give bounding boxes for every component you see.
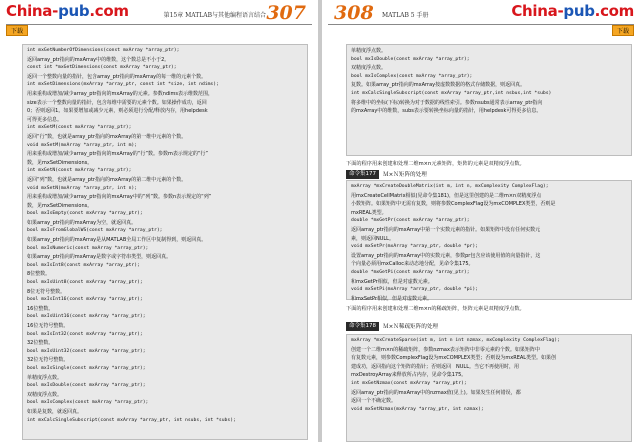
command-set-tag: 命令集177	[346, 170, 379, 179]
text-line: 个向量必须用mxCalloc来动态地分配，见命令集175。	[351, 261, 474, 268]
code-line: bool mxIsUint16(const mxArray *array_ptr);	[27, 314, 146, 320]
command-set-heading	[346, 321, 438, 331]
code-line: void mxSetN(mxArray *array_ptr, int n);	[27, 185, 138, 191]
code-line: double *mxGetPi(const mxArray *array_ptr);	[351, 269, 470, 275]
text-line: 如果array_ptr指向的mxArray是从MATLAB全局工作区中复制得到，则返回真。	[27, 237, 207, 244]
text-line: 16位整数。	[27, 305, 54, 312]
paragraph: 下面的程序用来创建和处理二维m×n的稀疏矩阵，矩阵元素是双精度浮点数。	[346, 306, 525, 312]
command-set-title: Ｍ×Ｎ矩阵的处理	[383, 172, 427, 178]
text-line: 返回“列”数，也就是array_ptr指向的mxArray的第二维中元素的个数。	[27, 176, 187, 183]
text-line: 返回array_ptr指向的mxArray中第一个实数元素的指针。如果矩阵中没有任何实数元	[351, 226, 541, 233]
text-line: 和mxGetPr相似，但是对虚数元素。	[351, 278, 433, 285]
code-line: bool mxIsDouble(const mxArray *array_ptr);	[351, 56, 470, 62]
text-line: 32位整数。	[27, 340, 54, 347]
text-line: 建成功，返回指向这个矩阵的指针；否则返回 NULL。当它不再使用时，用	[351, 363, 519, 370]
text-line: 8位整数。	[27, 271, 51, 278]
code-line: bool mxIsComplex(const mxArray *array_ptr);	[27, 400, 149, 406]
left-page-header	[0, 0, 318, 28]
text-line: 用来重构或增加/减少array_ptr指向的mxArray中的“列”数。参数n表示规定的“列”	[27, 194, 212, 201]
code-line: int mxGetNumberOfDimensions(const mxArray *array_ptr);	[27, 48, 180, 53]
download-badge[interactable]: 下载	[6, 25, 28, 36]
text-line: 小数矩阵。如果矩阵中无需有复数，则将参数ComplexFlag设为mxCOMPLEX类型，否则是	[351, 201, 556, 208]
text-line: 可得更多信息。	[27, 116, 63, 123]
code-line: int mxGetM(const mxArray *array_ptr);	[27, 125, 132, 131]
right-page	[322, 0, 640, 442]
paragraph: 下面的程序用来创建和处理二维m×n元素矩阵，矩阵的元素是双精度浮点数。	[346, 161, 525, 167]
text-line: 0；否则返回1。如果要增加或减少元素，则必须进行分配/释放内存，用helpdesk	[27, 108, 208, 115]
text-line: 单精度浮点数。	[351, 48, 387, 54]
code-line: void mxSetPi(mxArray *array_ptr, double *pi);	[351, 287, 478, 293]
code-line: int mxCalcSingleSubscript(const mxArray *array_ptr, int nsubs, int *subs);	[27, 417, 236, 423]
text-line: mxDestroyArray来释放所占内存，见命令集175。	[351, 372, 467, 379]
code-line: bool mxIsUint32(const mxArray *array_ptr);	[27, 348, 146, 354]
code-block	[22, 44, 308, 440]
code-block	[346, 180, 632, 300]
code-line: int mxSetDimensions(mxArray *array_ptr, const int *size, int ndims);	[27, 82, 219, 88]
code-line: bool mxIsInt16(const mxArray *array_ptr);	[27, 297, 143, 303]
code-line: double *mxGetPr(const mxArray *array_ptr);	[351, 218, 470, 224]
code-line: void mxSetM(mxArray *array_ptr, int m);	[27, 142, 138, 148]
code-line: bool mxIsInt32(const mxArray *array_ptr);	[27, 331, 143, 337]
command-set-heading	[346, 169, 427, 179]
text-line: 双精度浮点数。	[27, 391, 63, 398]
code-line: void mxSetNzmax(mxArray *array_ptr, int nzmax);	[351, 406, 484, 412]
code-line: void mxSetPr(mxArray *array_ptr, double *pr);	[351, 244, 478, 250]
text-line: 返回array_ptr指向的mxArray中的维数，这个数总是不小于2。	[27, 56, 170, 63]
code-line: bool mxIsEmpty(const mxArray *array_ptr);	[27, 211, 143, 217]
text-line: 32位无符号整数。	[27, 357, 69, 364]
text-line: 数，见mxSetDimensions。	[27, 159, 93, 166]
text-line: size表示一个整数向量的指针，包含每维中需要的元素个数。如果操作成功，返回	[27, 99, 207, 106]
code-line: bool mxIsNumeric(const mxArray *array_ptr);	[27, 245, 149, 251]
text-line: 用mxCreateCellMatrix相似(见命令集181)，但是这里创建的是二维m×n双精度浮点	[351, 192, 542, 199]
left-page	[0, 0, 318, 442]
text-line: 有复数元素，则参数ComplexFlag设为mxCOMPLEX类型；否则设为mxREAL类型。如果创	[351, 355, 557, 362]
text-line: 双精度浮点数。	[351, 65, 387, 72]
code-line: int mxGetN(const mxArray *array_ptr);	[27, 168, 132, 174]
text-line: 数，见mxSetDimensions。	[27, 202, 93, 209]
page-number: 308	[334, 2, 374, 24]
text-line: mxREAL类型。	[351, 209, 387, 216]
text-line: 返回一个整数向量的指针，包含array_ptr指向的mxArray的每一维的元素个数。	[27, 73, 207, 80]
text-line: 创建一个二维m×n的稀疏矩阵，参数nzmax表示矩阵中非零元素的个数。如果矩阵中	[351, 346, 540, 353]
text-line: 的mxArray中的维数，subs表示要转换坐标向量的指针，用helpdesk可得更多信息。	[351, 108, 542, 115]
text-line: 返回一个不确定数。	[351, 398, 397, 405]
text-line: 16位无符号整数。	[27, 323, 69, 329]
text-line: 用来重构或增加/减少array_ptr指向的mxArray的“行”数。参数m表示规定的“行”	[27, 151, 209, 158]
text-line: 和mxSetPr相似，但是对虚数元素。	[351, 295, 433, 302]
china-pub-logo: China-pub.com	[511, 2, 634, 20]
text-line: 素，则返回NULL。	[351, 235, 394, 242]
code-line: bool mxIsSingle(const mxArray *array_ptr);	[27, 365, 146, 371]
code-line: int mxGetNzmax(const mxArray *array_ptr);	[351, 380, 467, 386]
page-number: 307	[266, 2, 306, 24]
code-line: bool mxIsDouble(const mxArray *array_ptr);	[27, 383, 146, 389]
code-line: mxArray *mxCreateSparse(int m, int n int nzmax, mxComplexity ComplexFlag);	[351, 338, 560, 343]
right-page-header	[322, 0, 640, 28]
code-line: int mxCalcSingleSubscript(const mxArray *array_ptr,int nsbus,int *subs)	[351, 90, 552, 96]
code-line: bool mxIsComplex(const mxArray *array_ptr);	[351, 73, 473, 79]
download-badge[interactable]: 下载	[612, 25, 634, 36]
text-line: 返回array_ptr指向的mxArray中的nzmax值(见上)。如果发生任何错误，都	[351, 389, 521, 396]
text-line: 复数。如果array_ptr指向的mxArray按虚数数据的格式存储数据，则返回真。	[351, 82, 526, 89]
china-pub-logo: China-pub.com	[6, 2, 129, 20]
code-block	[346, 334, 632, 442]
code-line: bool mxIsUint8(const mxArray *array_ptr);	[27, 280, 143, 286]
text-line: 将多维中的坐标(下标)转换为对于数据的线性索引。参数nsubs通常表示array_ptr指向	[351, 99, 543, 106]
text-line: 单精度浮点数。	[27, 374, 63, 381]
header-divider	[6, 24, 312, 25]
code-block	[346, 44, 632, 156]
chapter-title: 第15章 MATLAB与其他编程语言结合	[163, 12, 266, 19]
text-line: 如果是复数，就返回真。	[27, 408, 83, 415]
code-line: bool mxIsFromGlobalWS(const mxArray *array_ptr);	[27, 228, 163, 234]
command-set-tag: 命令集178	[346, 322, 379, 331]
chapter-title: MATLAB 5 手册	[382, 12, 429, 19]
text-line: 用来重构或增加/减少array_ptr指向的mxArray的元素。参数ndims表示维数范围，	[27, 90, 213, 97]
header-divider	[328, 24, 634, 25]
command-set-title: Ｍ×Ｎ稀疏矩阵的处理	[383, 324, 439, 330]
text-line: 设置array_ptr指向的mxArray中的实数元素，参数pr包含应该使用值的向量指针，这	[351, 252, 541, 259]
text-line: 如果array_ptr指向的mxArray为空，就返回真。	[27, 219, 137, 226]
text-line: 返回“行”数，也就是array_ptr指向的mxArray的第一维中元素的个数。	[27, 133, 187, 140]
code-line: const int *mxGetDimensions(const mxArray *array_ptr);	[27, 65, 177, 71]
code-line: mxArray *mxCreateDoubleMatrix(int m, int n, mxComplexity ComplexFlag);	[351, 184, 549, 189]
text-line: 如果array_ptr指向的mxArray是数字或字符串类型，则返回真。	[27, 254, 172, 261]
code-line: bool mxIsInt8(const mxArray *array_ptr);	[27, 262, 140, 268]
text-line: 8位无符号整数。	[27, 288, 66, 295]
